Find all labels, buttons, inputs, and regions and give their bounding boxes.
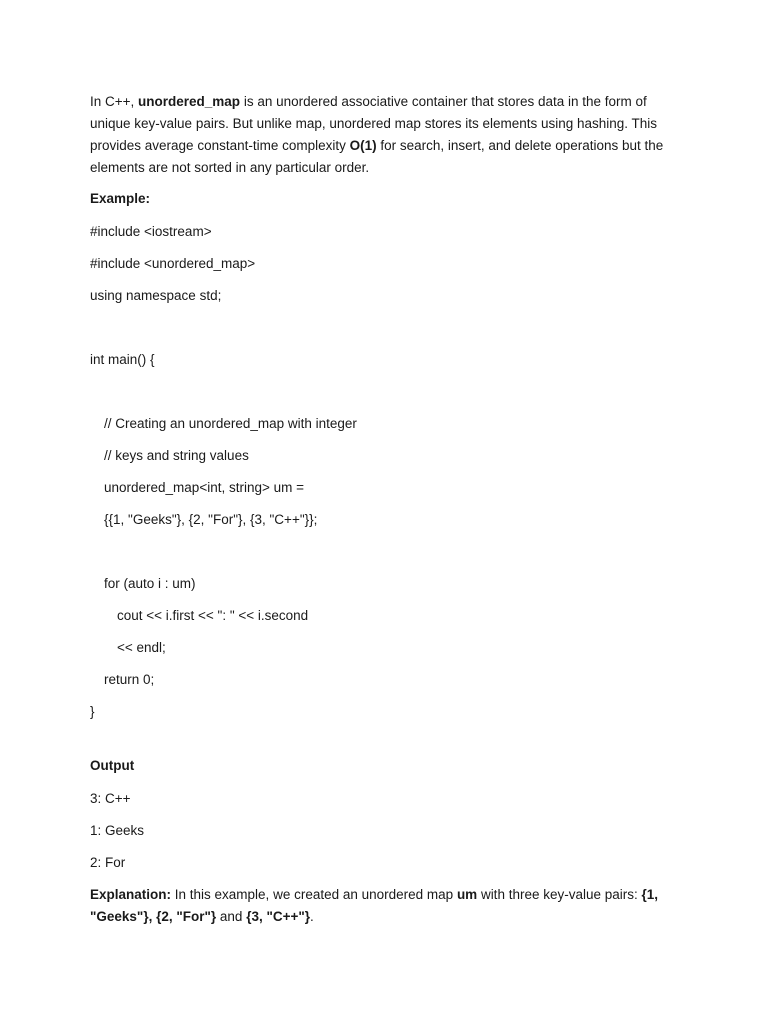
explanation-bold-last-pair: {3, "C++"} <box>246 909 311 924</box>
code-line-return: return 0; <box>104 672 155 687</box>
code-line-declaration: unordered_map<int, string> um = <box>104 480 304 495</box>
example-heading: Example: <box>90 191 151 206</box>
explanation-text-1: In this example, we created an unordered map <box>171 887 457 902</box>
explanation-text-3: and <box>216 909 247 924</box>
code-line-for-loop: for (auto i : um) <box>104 576 196 591</box>
code-line-cout: cout << i.first << ": " << i.second <box>117 608 309 623</box>
intro-text-3: for search, insert, and delete operations but the elements are not sorted in any particular order. <box>90 138 664 175</box>
explanation-text-2: with three key-value pairs: <box>477 887 642 902</box>
code-line-main: int main() { <box>90 352 155 367</box>
code-line-comment-2: // keys and string values <box>104 448 249 463</box>
explanation-bold-um: um <box>456 887 478 902</box>
intro-bold-unordered-map: unordered_map <box>138 94 241 109</box>
code-line-using-namespace: using namespace std; <box>90 288 222 303</box>
explanation-paragraph <box>90 884 680 928</box>
code-line-endl: << endl; <box>117 640 166 655</box>
output-line-2: 1: Geeks <box>90 823 145 838</box>
code-line-include-iostream: #include <iostream> <box>90 224 212 239</box>
code-line-initializer: {{1, "Geeks"}, {2, "For"}, {3, "C++"}}; <box>104 512 318 527</box>
code-line-comment-1: // Creating an unordered_map with integer <box>104 416 357 431</box>
intro-text-2: is an unordered associative container that stores data in the form of unique key-value pairs. But unlike map, unordered map stores its elements using hashing. This provides average constant-time complexity <box>90 94 658 153</box>
explanation-label: Explanation: <box>90 887 172 902</box>
code-line-closing-brace: } <box>90 704 95 719</box>
explanation-bold-pairs: {1, "Geeks"}, {2, "For"} <box>90 887 659 924</box>
output-line-3: 2: For <box>90 855 126 870</box>
intro-paragraph <box>90 91 680 179</box>
output-line-1: 3: C++ <box>90 791 131 806</box>
output-heading: Output <box>90 758 135 773</box>
code-line-include-unordered-map: #include <unordered_map> <box>90 256 256 271</box>
explanation-text-4: . <box>310 909 314 924</box>
intro-text-1: In C++, <box>90 94 139 109</box>
intro-bold-complexity: O(1) <box>349 138 377 153</box>
